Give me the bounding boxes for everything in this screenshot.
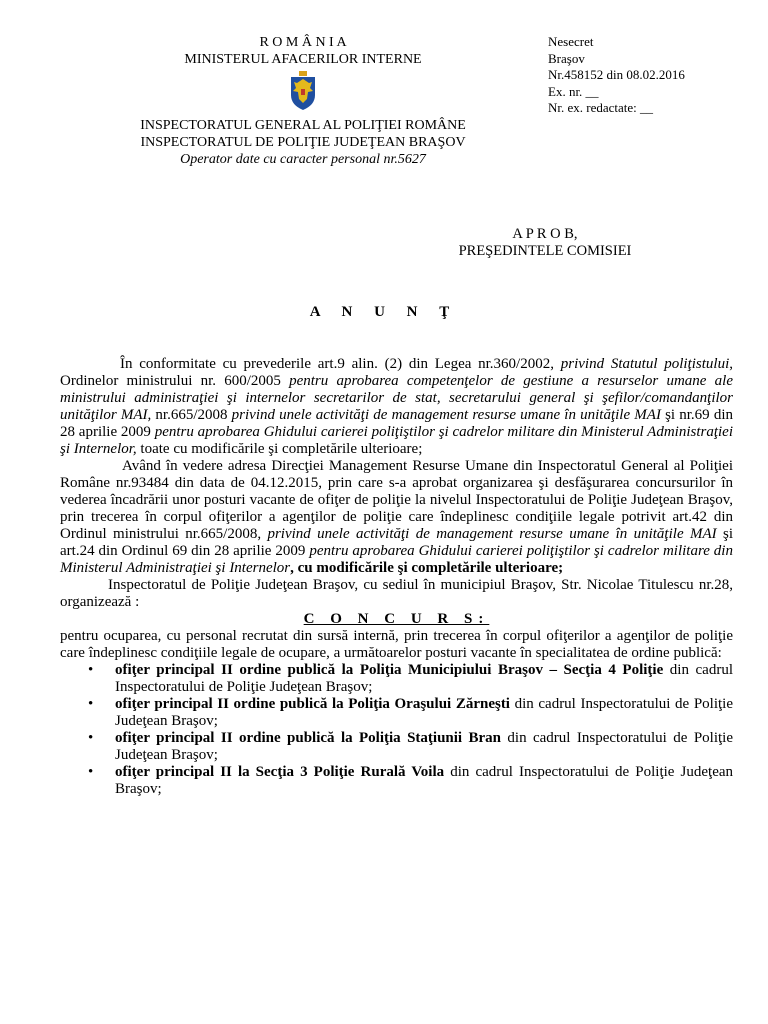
inspectorate-general-name: INSPECTORATUL GENERAL AL POLIŢIEI ROMÂNE [140, 118, 466, 133]
bullet-icon: • [88, 730, 94, 746]
positions-intro-paragraph: pentru ocuparea, cu personal recrutat din sursă internă, prin trecerea în corpul ofiţerilor a agenţilor de poliţie care îndeplinesc condiţiile legale de ocupare, a următoarelor posturi vacante în specialitatea de ordine publică: [60, 628, 733, 661]
country-name: R O M Â N I A [259, 35, 347, 50]
position-title: ofiţer principal II ordine publică la Poliţia Oraşului Zărneşti [115, 696, 510, 712]
concurs-heading: C O N C U R S: [303, 611, 490, 627]
header-institution [100, 34, 506, 168]
approval-block [390, 226, 700, 260]
p2-text-3: , cu modificările şi completările ulterioare; [290, 560, 564, 576]
list-item [60, 662, 733, 696]
copy-number: Ex. nr. __ [548, 83, 599, 99]
coat-of-arms-icon [288, 71, 318, 111]
classification-level: Nesecret [548, 34, 594, 49]
p1-law-title: privind Statutul poliţistului [560, 356, 730, 372]
list-item [60, 764, 733, 798]
position-title: ofiţer principal II ordine publică la Poliţia Municipiului Braşov – Secţia 4 Poliţie [115, 662, 664, 678]
inspectorate-county-name: INSPECTORATUL DE POLIŢIE JUDEŢEAN BRAŞOV [140, 135, 466, 150]
position-unit: din cadrul Inspectoratului de Poliţie Judeţean Braşov; [115, 730, 733, 763]
p1-order-title-2: privind unele activităţi de management resurse umane în unităţile MAI [231, 407, 661, 423]
p2-order-title-2: pentru aprobarea Ghidului carierei poliţiştilor şi cadrelor militare din Ministerul Administraţiei şi Internelor [60, 543, 733, 576]
approval-reference-paragraph [60, 458, 733, 577]
bullet-icon: • [88, 662, 94, 678]
p2-order-title-1: privind unele activităţi de management resurse umane în unităţile MAI [267, 526, 717, 542]
document-body [60, 356, 733, 798]
p1-text-4: şi nr.69 din 28 aprilie 2009 [60, 407, 734, 440]
list-item [60, 696, 733, 730]
bullet-icon: • [88, 764, 94, 780]
document-title: A N U N Ţ [309, 304, 459, 320]
p1-text-5: toate cu modificările şi completările ulterioare; [136, 441, 423, 457]
p1-text-1: În conformitate cu prevederile art.9 alin. (2) din Legea nr.360/2002, [120, 356, 561, 372]
position-title: ofiţer principal II ordine publică la Poliţia Staţiunii Bran [115, 730, 502, 746]
operator-note: Operator date cu caracter personal nr.5627 [180, 152, 426, 167]
bullet-icon: • [88, 696, 94, 712]
copies-count: Nr. ex. redactate: __ [548, 100, 654, 115]
classification-block [548, 34, 685, 117]
ministry-name: MINISTERUL AFACERILOR INTERNE [184, 52, 422, 67]
p2-text-1: Având în vedere adresa Direcţiei Management Resurse Umane din Inspectoratul General al Poliţiei Române nr.93484 din data de 04.12.2015, prin care s-a aprobat organizarea şi desfăşurarea concursurilor în vederea încadrării unor posturi vacante de ofiţer de poliţie la nivelul Inspectoratului de Poliţie Judeţean Braşov, prin trecerea în corpul ofiţerilor a agenţilor de poliţie care îndeplinesc condiţiile legale potrivit art.42 din Ordinul ministrului nr.665/2008, [60, 458, 733, 542]
list-item [60, 730, 733, 764]
legal-basis-paragraph [60, 356, 733, 458]
position-unit: din cadrul Inspectoratului de Poliţie Judeţean Braşov; [115, 696, 733, 729]
p1-text-2: , Ordinelor ministrului nr. 600/2005 [60, 356, 734, 389]
p1-order-title-3: pentru aprobarea Ghidului carierei poliţiştilor şi cadrelor militare din Ministerul Administraţiei şi Internelor, [60, 424, 733, 457]
p1-text-3: nr.665/2008 [151, 407, 232, 423]
position-unit: din cadrul Inspectoratului de Poliţie Judeţean Braşov; [115, 662, 733, 695]
p2-text-2: şi art.24 din Ordinul 69 din 28 aprilie 2009 [60, 526, 733, 559]
organizer-paragraph: Inspectoratul de Poliţie Judeţean Braşov, cu sediul în municipiul Braşov, Str. Nicolae Titulescu nr.28, organizează : [60, 577, 733, 610]
p1-order-title-1: pentru aprobarea competenţelor de gestiune a resurselor umane ale ministrului administraţiei şi internelor secretarilor de stat, secretarului general şi şefilor/comandanţilor unităţilor MAI, [60, 373, 733, 423]
positions-list [60, 662, 733, 798]
approval-heading: A P R O B, [512, 226, 578, 242]
position-unit: din cadrul Inspectoratului de Poliţie Judeţean Braşov; [115, 764, 734, 797]
position-title: ofiţer principal II la Secţia 3 Poliţie Rurală Voila [115, 764, 445, 780]
registration-number: Nr.458152 din 08.02.2016 [548, 67, 685, 82]
classification-city: Braşov [548, 50, 585, 66]
approval-signatory: PREŞEDINTELE COMISIEI [458, 243, 632, 259]
